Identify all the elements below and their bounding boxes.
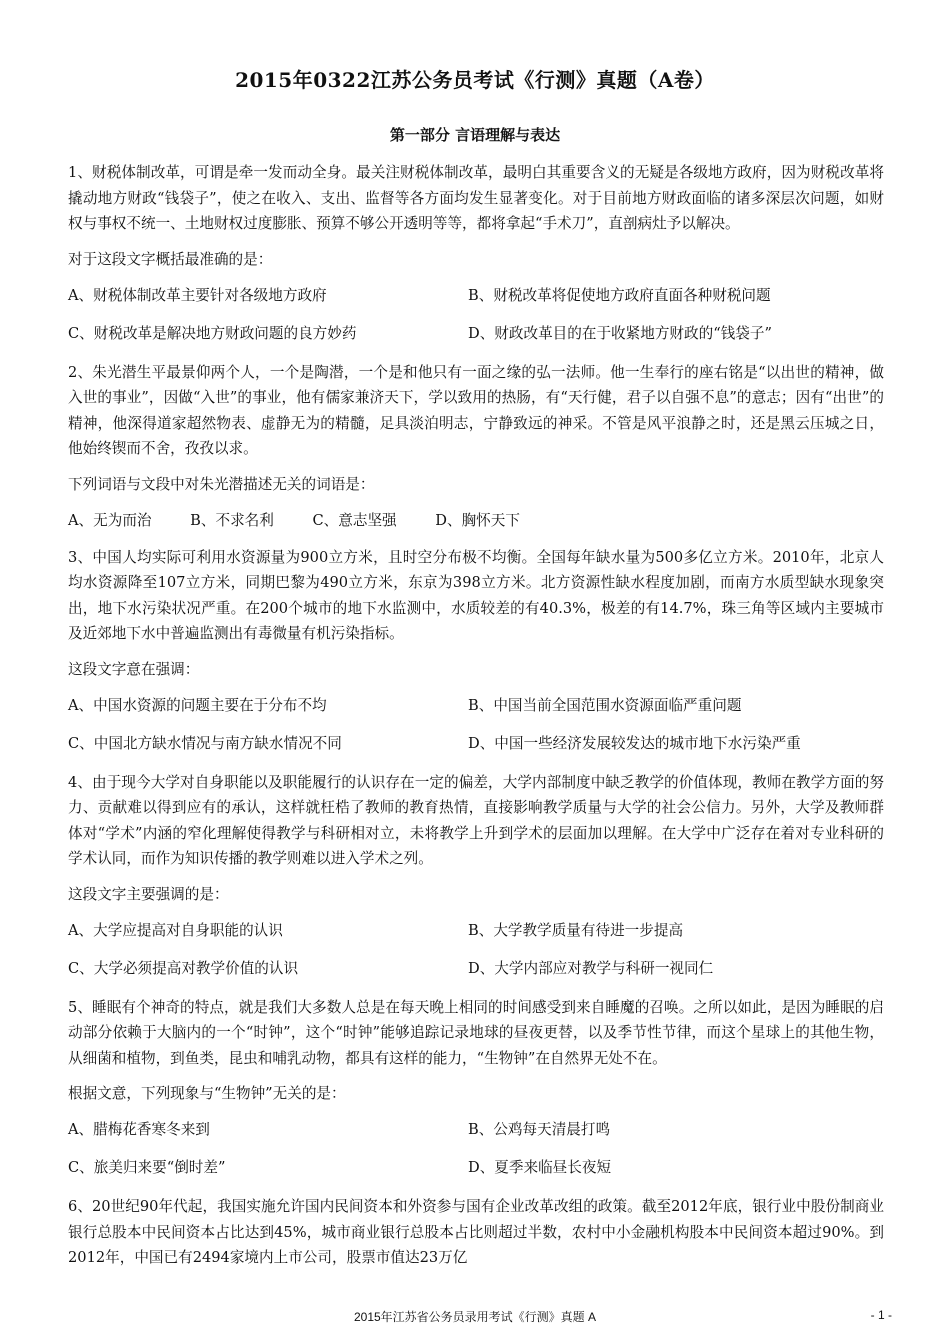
question-1 xyxy=(68,160,884,346)
question-stem: 下列词语与文段中对朱光潜描述无关的词语是： xyxy=(68,475,375,493)
question-text: 4、由于现今大学对自身职能以及职能履行的认识存在一定的偏差，大学内部制度中缺乏教学的价值体现，教师在教学方面的努力、贡献难以得到应有的承认，这样就枉梏了教师的教育热情，直接影响教学质量与大学的社会公信力。另外，大学及教师群体对“学术”内涵的窄化理解使得教学与科研相对立，未将教学上升到学术的层面加以理解。在大学中广泛存在着对专业科研的学术认同，而作为知识传播的教学则难以进入学术之列。 xyxy=(68,773,884,867)
question-text: 3、中国人均实际可利用水资源量为900立方米，且时空分布极不均衡。全国每年缺水量为500多亿立方米。2010年，北京人均水资源降至107立方米，同期巴黎为490立方米，东京为398立方米。北方资源性缺水程度加剧，而南方水质型缺水现象突出，地下水污染状况严重。在200个城市的地下水监测中，水质较差的有40.3%，极差的有14.7%，珠三角等区域内主要城市及近郊地下水中普遍监测出有毒微量有机污染指标。 xyxy=(68,548,884,642)
question-stem: 这段文字主要强调的是： xyxy=(68,885,229,903)
question-stem: 这段文字意在强调： xyxy=(68,660,200,678)
option-d: D、财政改革目的在于收紧地方财政的“钱袋子” xyxy=(468,324,772,342)
option-a: A、无为而治 xyxy=(68,511,152,529)
question-text: 1、财税体制改革，可谓是牵一发而动全身。最关注财税体制改革，最明白其重要含义的无疑是各级地方政府，因为财税改革将撬动地方财政“钱袋子”，使之在收入、支出、监督等各方面均发生显著变化。对于目前地方财政面临的诸多深层次问题，如财权与事权不统一、土地财权过度膨胀、预算不够公开透明等等，都将拿起“手术刀”，直剖病灶予以解决。 xyxy=(68,164,884,232)
question-text: 2、朱光潜生平最景仰两个人，一个是陶潜，一个是和他只有一面之缘的弘一法师。他一生奉行的座右铭是“以出世的精神，做入世的事业”，因做“入世”的事业，他有儒家兼济天下，学以致用的热肠，有“天行健，君子以自强不息”的意志；因有“出世”的精神，他深得道家超然物表、虚静无为的精髓，足具淡泊明志，宁静致远的神采。不管是风平浪静之时，还是黑云压城之日，他始终锲而不舍，孜孜以求。 xyxy=(68,363,884,457)
question-text: 5、睡眠有个神奇的特点，就是我们大多数人总是在每天晚上相同的时间感受到来自睡魔的召唤。之所以如此，是因为睡眠的启动部分依赖于大脑内的一个“时钟”，这个“时钟”能够追踪记录地球的昼夜更替，以及季节性节律，而这个星球上的其他生物，从细菌和植物，到鱼类，昆虫和哺乳动物，都具有这样的能力，“生物钟”在自然界无处不在。 xyxy=(68,998,884,1067)
option-a: A、财税体制改革主要针对各级地方政府 xyxy=(68,286,327,304)
page-title: 2015年0322江苏公务员考试《行测》真题（A卷） xyxy=(235,68,715,92)
option-d: D、大学内部应对教学与科研一视同仁 xyxy=(468,959,714,977)
footer-text: 2015年江苏省公务员录用考试《行测》真题 A xyxy=(353,1310,597,1324)
question-stem: 根据文意，下列现象与“生物钟”无关的是： xyxy=(68,1085,346,1102)
option-list xyxy=(68,509,884,533)
option-b: B、中国当前全国范围水资源面临严重问题 xyxy=(468,696,742,714)
option-c: C、财税改革是解决地方财政问题的良方妙药 xyxy=(68,324,357,342)
option-a: A、腊梅花香寒冬来到 xyxy=(68,1121,210,1138)
section-title: 第一部分 言语理解与表达 xyxy=(389,126,561,144)
option-d: D、夏季来临昼长夜短 xyxy=(468,1159,612,1176)
option-list xyxy=(68,919,884,981)
question-text: 6、20世纪90年代起，我国实施允许国内民间资本和外资参与国有企业改革改组的政策。截至2012年底，银行业中股份制商业银行总股本中民间资本占比达到45%，城市商业银行总股本占比则超过半数，农村中小金融机构股本中民间资本超过90%。到2012年，中国已有2494家境内上市公司，股票市值达23万亿 xyxy=(68,1198,884,1266)
option-a: A、大学应提高对自身职能的认识 xyxy=(68,921,283,939)
option-b: B、公鸡每天清晨打鸣 xyxy=(468,1121,611,1138)
question-stem: 对于这段文字概括最准确的是： xyxy=(68,250,273,268)
option-list xyxy=(68,284,884,346)
option-b: B、财税改革将促使地方政府直面各种财税问题 xyxy=(468,286,771,304)
option-list xyxy=(68,1118,884,1180)
question-2 xyxy=(68,360,884,533)
page-number: - 1 - xyxy=(870,1308,892,1322)
option-d: D、胸怀天下 xyxy=(435,511,520,529)
option-list xyxy=(68,694,884,756)
option-c: C、意志坚强 xyxy=(312,511,397,529)
question-3 xyxy=(68,545,884,756)
option-b: B、大学教学质量有待进一步提高 xyxy=(468,921,684,939)
option-c: C、中国北方缺水情况与南方缺水情况不同 xyxy=(68,734,342,752)
option-d: D、中国一些经济发展较发达的城市地下水污染严重 xyxy=(468,734,801,752)
option-a: A、中国水资源的问题主要在于分布不均 xyxy=(68,696,327,714)
option-c: C、大学必须提高对教学价值的认识 xyxy=(68,959,299,977)
option-b: B、不求名利 xyxy=(190,511,274,529)
option-c: C、旅美归来要“倒时差” xyxy=(68,1159,226,1176)
question-6 xyxy=(68,1194,884,1271)
question-5 xyxy=(68,995,884,1181)
question-list xyxy=(68,160,884,1281)
question-4 xyxy=(68,770,884,981)
